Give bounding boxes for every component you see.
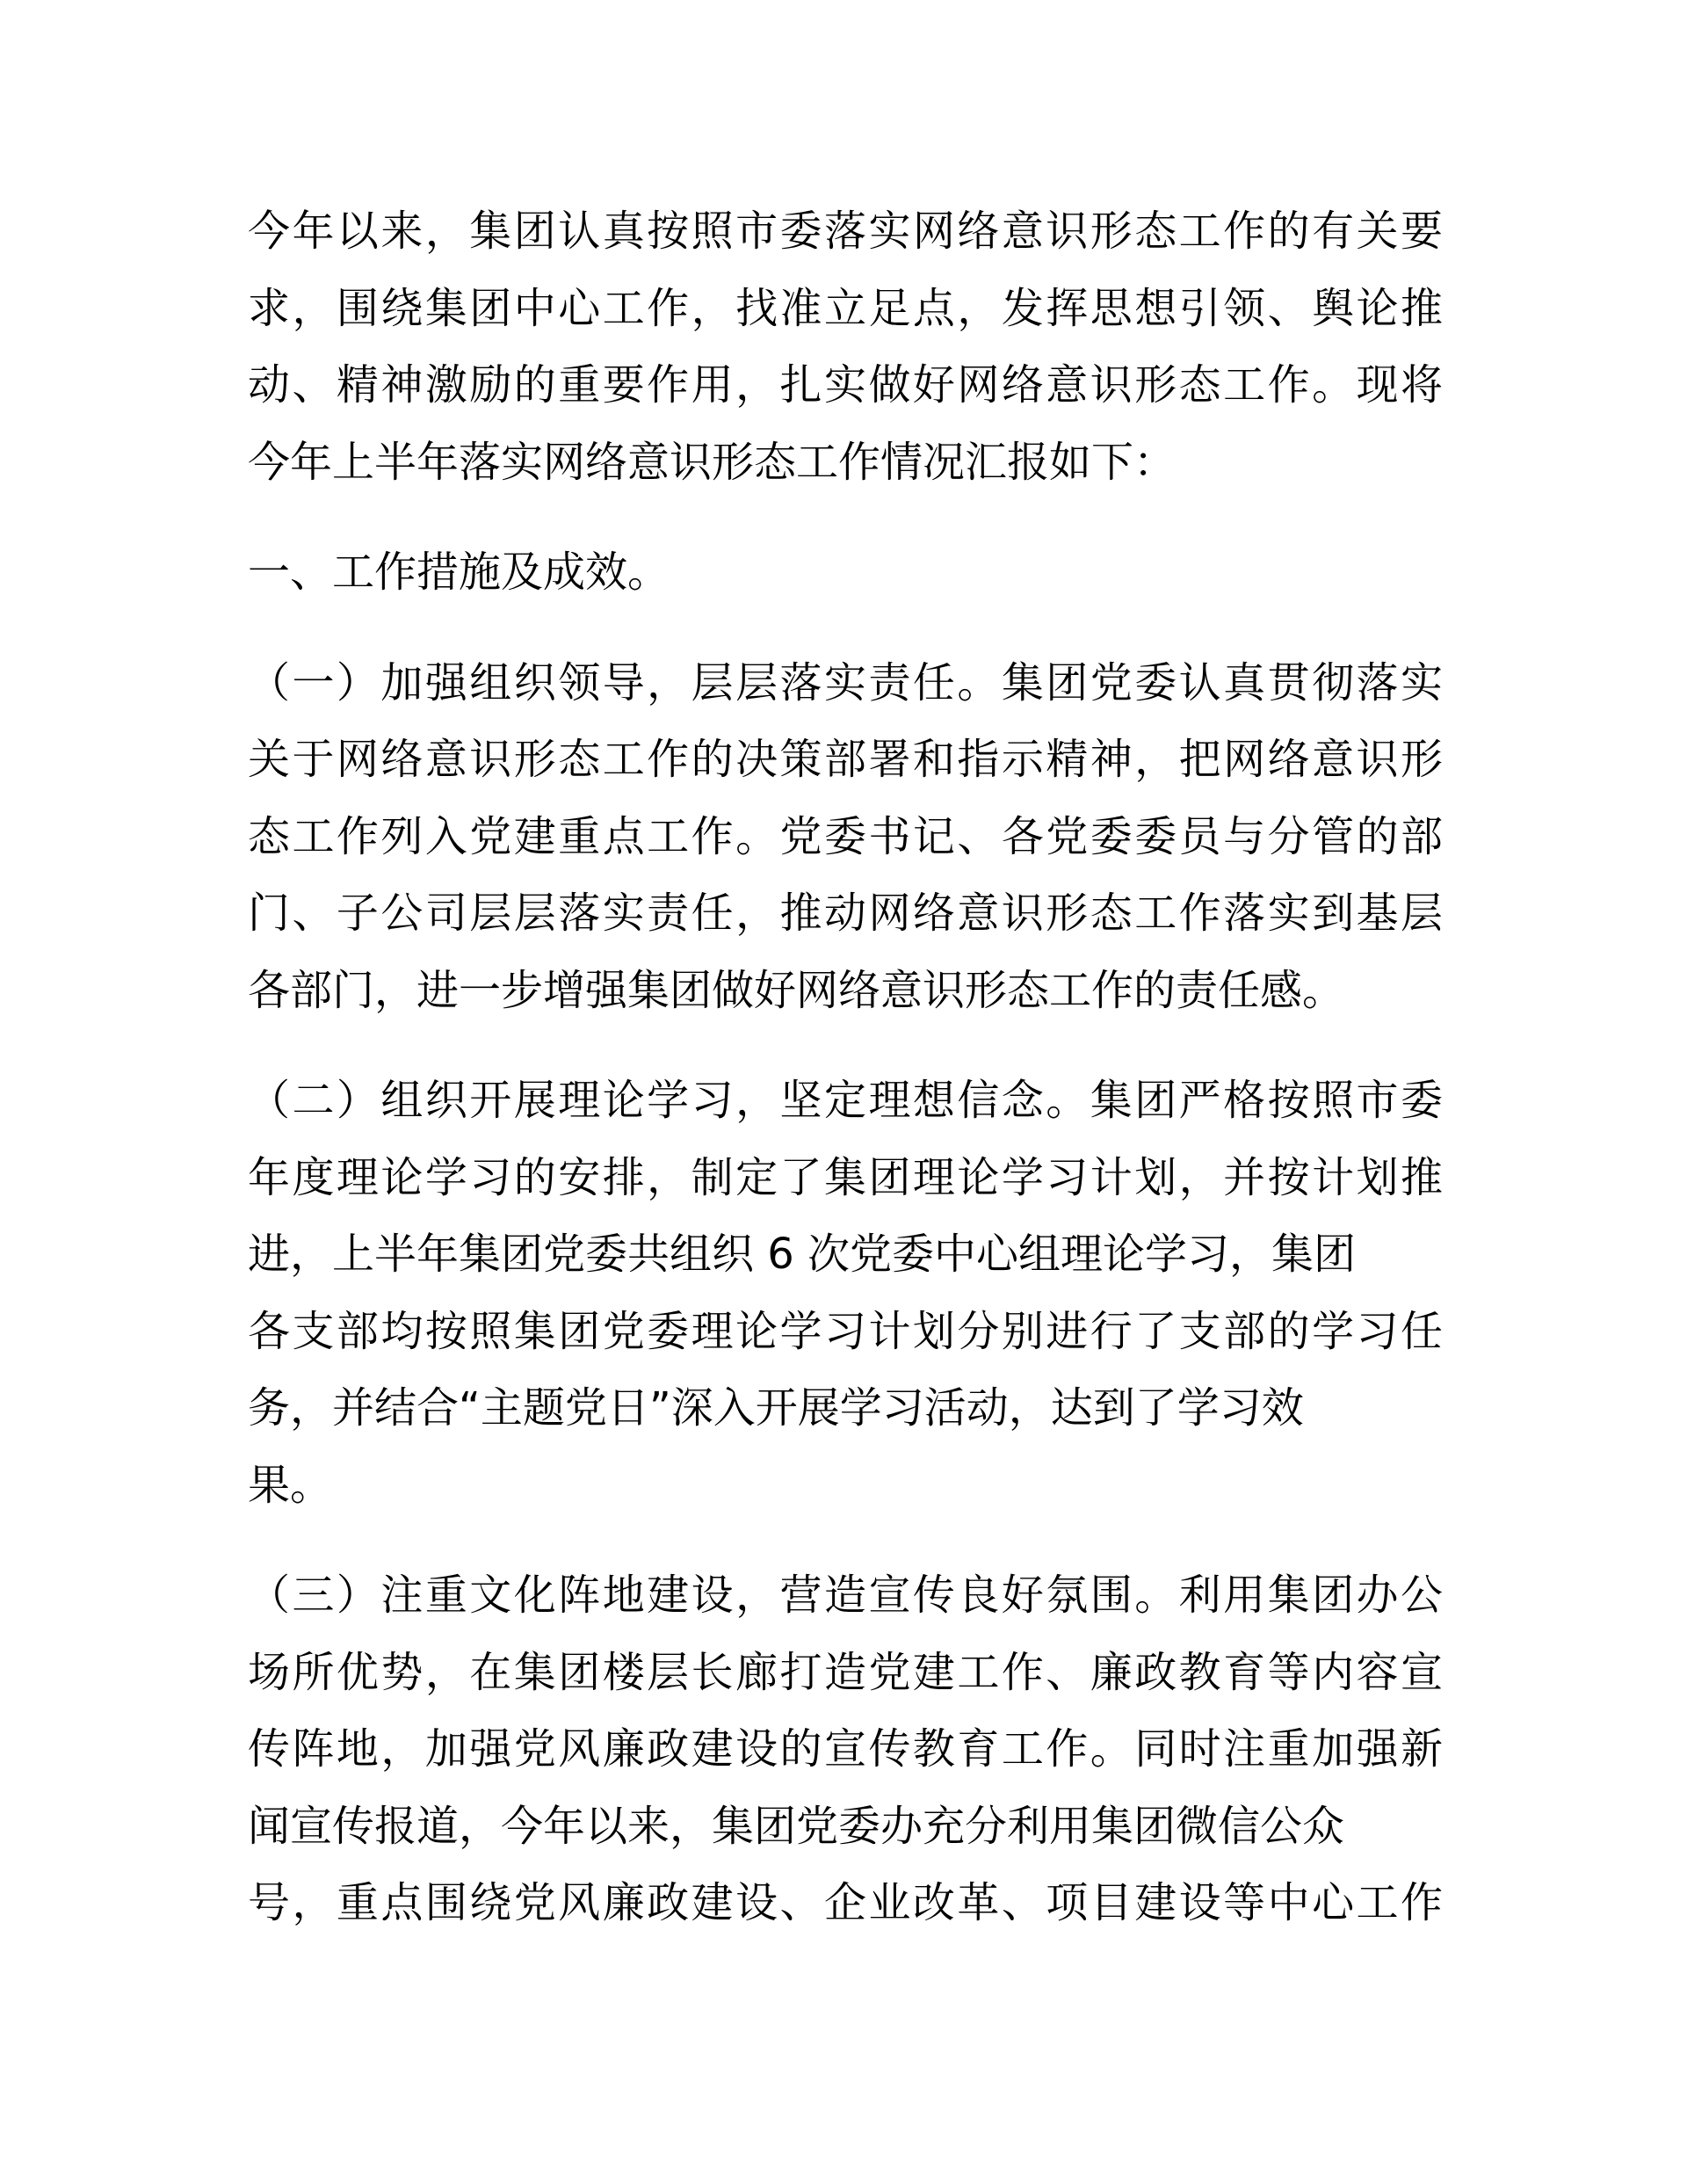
text-line: 传阵地，加强党风廉政建设的宣传教育工作。同时注重加强新 — [248, 1724, 1443, 1774]
text-line: （三）注重文化阵地建设，营造宣传良好氛围。利用集团办公 — [248, 1571, 1443, 1620]
text-line: 动、精神激励的重要作用，扎实做好网络意识形态工作。现将 — [248, 360, 1443, 410]
paragraph-3 — [248, 1557, 1443, 1942]
paragraph-1 — [248, 645, 1443, 1030]
text-line: 果。 — [248, 1460, 333, 1510]
heading-text: 一、工作措施及成效。 — [248, 548, 670, 597]
text-line: （二）组织开展理论学习，坚定理想信念。集团严格按照市委 — [248, 1076, 1443, 1125]
intro-paragraph — [248, 193, 1443, 501]
text-line: 务，并结合“主题党日”深入开展学习活动，达到了学习效 — [248, 1383, 1304, 1433]
text-line: 各部门，进一步增强集团做好网络意识形态工作的责任感。 — [248, 965, 1345, 1015]
text-line: 闻宣传报道，今年以来，集团党委办充分利用集团微信公众 — [248, 1801, 1345, 1851]
text-line: 今年上半年落实网络意识形态工作情况汇报如下： — [248, 437, 1177, 487]
text-line: 求，围绕集团中心工作，找准立足点，发挥思想引领、舆论推 — [248, 283, 1443, 333]
document-body — [248, 193, 1443, 1942]
text-line: （一）加强组织领导，层层落实责任。集团党委认真贯彻落实 — [248, 657, 1443, 707]
text-line: 门、子公司层层落实责任，推动网络意识形态工作落实到基层 — [248, 889, 1443, 938]
text-line: 年度理论学习的安排，制定了集团理论学习计划，并按计划推 — [248, 1152, 1443, 1202]
section-heading — [248, 534, 1443, 612]
text-line: 态工作列入党建重点工作。党委书记、各党委委员与分管的部 — [248, 811, 1443, 861]
text-line: 进，上半年集团党委共组织 6 次党委中心组理论学习，集团 — [248, 1230, 1357, 1279]
text-line: 各支部均按照集团党委理论学习计划分别进行了支部的学习任 — [248, 1306, 1443, 1356]
paragraph-2 — [248, 1063, 1443, 1524]
text-line: 关于网络意识形态工作的决策部署和指示精神，把网络意识形 — [248, 735, 1443, 784]
text-line: 场所优势，在集团楼层长廊打造党建工作、廉政教育等内容宣 — [248, 1647, 1443, 1697]
text-line: 今年以来，集团认真按照市委落实网络意识形态工作的有关要 — [248, 207, 1443, 256]
text-line: 号，重点围绕党风廉政建设、企业改革、项目建设等中心工作 — [248, 1878, 1443, 1927]
